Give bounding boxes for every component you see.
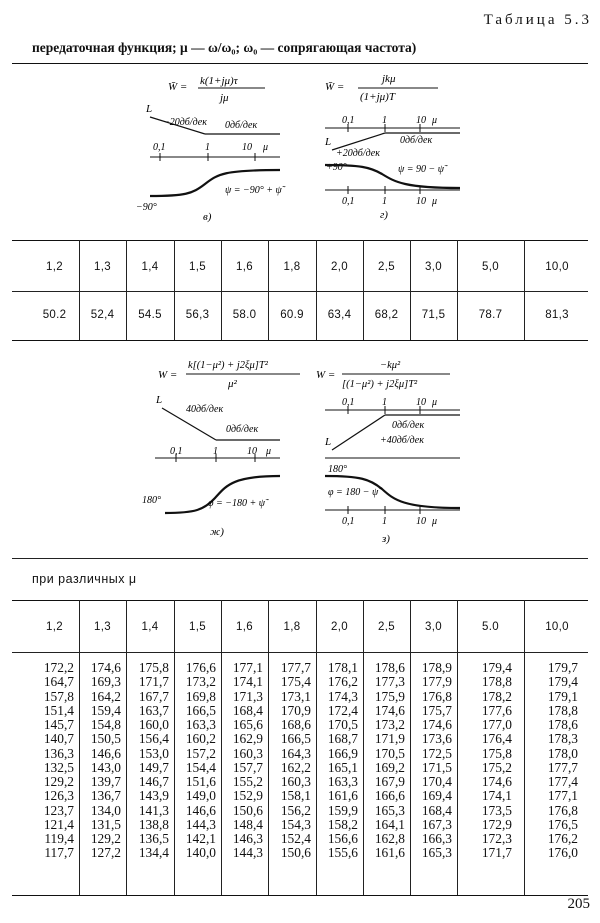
fig-z-tick-1: 1 bbox=[382, 397, 387, 408]
table2-cell: 165,3 bbox=[421, 845, 452, 861]
figure-g bbox=[324, 73, 460, 221]
fig-g-mu: μ bbox=[432, 115, 438, 126]
table2-cell: 140,7 bbox=[43, 731, 74, 747]
fig-v-tick-10: 10 bbox=[242, 142, 252, 153]
table2-cell: 166,3 bbox=[421, 831, 452, 846]
table2-cell: 170,5 bbox=[327, 717, 358, 732]
table2-cell: 139,7 bbox=[90, 774, 121, 789]
table2-cell: 176,2 bbox=[547, 831, 578, 846]
table2-column bbox=[271, 661, 311, 861]
table1-value-cell: 54.5 bbox=[138, 309, 162, 321]
figures-top bbox=[120, 70, 500, 235]
table2-cell: 159,4 bbox=[90, 702, 121, 718]
table2-cell: 159,9 bbox=[327, 802, 358, 818]
table2-cell: 143,0 bbox=[90, 759, 121, 775]
fig-v-mu: μ bbox=[263, 142, 269, 153]
table2-cell: 151,6 bbox=[185, 774, 216, 789]
fig-zh-slope-label: 40дб/дек bbox=[186, 404, 224, 415]
table2-cell: 178,0 bbox=[547, 745, 578, 761]
table2-cell: 168,4 bbox=[421, 802, 452, 818]
table2-cell: 144,3 bbox=[232, 845, 263, 861]
table2-cell: 156,2 bbox=[280, 802, 311, 818]
table2-cell: 165,6 bbox=[232, 717, 263, 732]
table2-cell: 148,4 bbox=[232, 816, 263, 832]
table2-cell: 178,2 bbox=[481, 688, 512, 704]
table2-cell: 119,4 bbox=[44, 831, 74, 846]
table2-cell: 178,1 bbox=[327, 660, 358, 675]
table2-mu-cell: 2,0 bbox=[331, 621, 348, 633]
figure-zh bbox=[142, 360, 300, 538]
fig-v-formula-top: k(1+jμ)τ bbox=[200, 75, 238, 87]
table2-cell: 143,9 bbox=[138, 788, 169, 804]
table2-cell: 178,8 bbox=[481, 674, 512, 690]
fig-z-phase-start: 180° bbox=[328, 464, 347, 475]
fig-zh-letter: ж) bbox=[210, 526, 224, 538]
table2-cell: 169,8 bbox=[185, 688, 216, 704]
table2-cell: 171,3 bbox=[232, 688, 263, 704]
table2-cell: 174,6 bbox=[421, 717, 452, 732]
table2-mu-cell: 1,4 bbox=[141, 621, 159, 633]
table2-cell: 155,6 bbox=[327, 845, 358, 861]
fig-z-tick-01b: 0,1 bbox=[342, 516, 355, 527]
table2-cell: 171,7 bbox=[138, 674, 169, 690]
table1-mu-cell: 2,0 bbox=[331, 261, 348, 273]
table2-cell: 172,2 bbox=[43, 660, 74, 675]
table2-column bbox=[81, 661, 121, 861]
table2-column bbox=[176, 661, 216, 861]
table2-cell: 134,4 bbox=[138, 845, 169, 861]
table2-cell: 168,4 bbox=[232, 702, 263, 718]
table2-cell: 150,6 bbox=[232, 802, 263, 818]
table2-cell: 155,2 bbox=[232, 774, 263, 789]
fig-z-formula-lhs: W = bbox=[316, 369, 336, 381]
fig-v-formula-bottom: jμ bbox=[220, 92, 229, 104]
fig-g-mub: μ bbox=[432, 196, 438, 207]
table2-cell: 175,8 bbox=[138, 660, 169, 675]
table2-cell: 163,7 bbox=[138, 702, 169, 718]
figures-mid bbox=[120, 348, 500, 553]
table1-value-cell: 52,4 bbox=[90, 309, 115, 321]
fig-zh-phase-start: 180° bbox=[142, 495, 161, 506]
table1-mid-rule bbox=[12, 291, 588, 292]
fig-v-slope-label: −20дб/дек bbox=[163, 117, 207, 128]
table2-cell: 123,7 bbox=[43, 802, 74, 818]
top-rule bbox=[12, 63, 588, 64]
table1-value-cell: 50.2 bbox=[42, 309, 67, 321]
fig-v-flat-label: 0дб/дек bbox=[225, 120, 258, 131]
table2-cell: 168,7 bbox=[327, 731, 358, 747]
table2-mu-cell: 5.0 bbox=[482, 621, 499, 633]
table2-cell: 178,8 bbox=[547, 702, 578, 718]
table2-cell: 170,9 bbox=[280, 702, 311, 718]
table2-cell: 176,0 bbox=[547, 845, 578, 861]
table2-bottom-rule bbox=[12, 895, 588, 896]
table2-cell: 145,7 bbox=[43, 717, 74, 732]
table1-mu-cell: 1,8 bbox=[283, 261, 301, 273]
table2-cell: 166,6 bbox=[374, 788, 405, 804]
fig-g-tick-1: 1 bbox=[382, 115, 387, 126]
table2-cell: 175,9 bbox=[374, 688, 405, 704]
table2-cell: 172,9 bbox=[481, 816, 512, 832]
table2-cell: 174,1 bbox=[481, 788, 512, 804]
table2-mu-cell: 1,2 bbox=[46, 621, 63, 633]
table2-cell: 152,4 bbox=[280, 831, 311, 846]
fig-z-tick-10b: 10 bbox=[416, 516, 426, 527]
table2-cell: 175,7 bbox=[421, 702, 452, 718]
table2-cell: 164,3 bbox=[280, 745, 311, 761]
table2-cell: 167,3 bbox=[421, 816, 452, 832]
table2-cell: 141,3 bbox=[138, 802, 169, 818]
table1-value-cell: 58.0 bbox=[232, 309, 257, 321]
table2-cell: 160,3 bbox=[280, 774, 311, 789]
fig-v-formula-lhs: W̄ = bbox=[168, 81, 188, 93]
table2-cell: 164,7 bbox=[43, 674, 74, 690]
table2-cell: 146,7 bbox=[138, 774, 169, 789]
fig-g-flat-label: 0дб/дек bbox=[400, 135, 433, 146]
table1-mu-cell: 1,4 bbox=[141, 261, 159, 273]
table2-cell: 129,2 bbox=[90, 831, 121, 846]
fig-z-tick-1b: 1 bbox=[382, 516, 387, 527]
table1-mu-cell: 3,0 bbox=[425, 261, 442, 273]
table2-column bbox=[223, 661, 263, 861]
fig-g-formula-top: jkμ bbox=[382, 73, 396, 85]
fig-g-slope-label: +20дб/дек bbox=[336, 148, 380, 159]
table2-mu-cell: 10,0 bbox=[545, 621, 569, 633]
table2-cell: 174,6 bbox=[374, 702, 405, 718]
table2-cell: 176,2 bbox=[327, 674, 358, 690]
table1-value-cell: 68,2 bbox=[374, 309, 399, 321]
table2-cell: 172,4 bbox=[327, 702, 358, 718]
table2-cell: 164,1 bbox=[374, 816, 405, 832]
table2-cell: 169,2 bbox=[374, 759, 405, 775]
table2-column bbox=[34, 661, 74, 861]
table2-cell: 170,5 bbox=[374, 745, 405, 761]
fig-z-slope-label: +40дб/дек bbox=[380, 435, 424, 446]
table2-cell: 179,4 bbox=[481, 660, 512, 675]
table2-cell: 149,0 bbox=[185, 788, 216, 804]
fig-v-tick-01: 0,1 bbox=[153, 142, 166, 153]
table2-cell: 172,3 bbox=[481, 831, 512, 846]
table1-mu-cell: 10,0 bbox=[545, 261, 569, 273]
table2-cell: 176,8 bbox=[421, 688, 452, 704]
table2-mu-cell: 1,6 bbox=[236, 621, 253, 633]
table2-cell: 177,7 bbox=[547, 759, 578, 775]
table2-cell: 178,9 bbox=[421, 660, 452, 675]
table2-cell: 167,7 bbox=[138, 688, 169, 704]
table2-cell: 173,6 bbox=[421, 731, 452, 747]
table2-cell: 136,3 bbox=[43, 745, 74, 761]
table2-cell: 177,9 bbox=[421, 674, 452, 690]
table2-cell: 166,5 bbox=[185, 702, 216, 718]
table2-cell: 146,6 bbox=[185, 802, 216, 818]
table2-cell: 136,7 bbox=[90, 788, 121, 804]
fig-v-phase-eq: ψ = −90° + ψ̃ bbox=[225, 185, 282, 196]
fig-z-tick-10: 10 bbox=[416, 397, 426, 408]
fig-g-tick-01: 0,1 bbox=[342, 115, 355, 126]
table2-cell: 150,5 bbox=[90, 731, 121, 747]
table2-cell: 176,6 bbox=[185, 660, 216, 675]
table1-value-cell: 71,5 bbox=[421, 309, 446, 321]
table2-cell: 132,5 bbox=[43, 759, 74, 775]
table2-cell: 178,6 bbox=[374, 660, 405, 675]
table2-cell: 179,4 bbox=[547, 674, 578, 690]
table2-cell: 179,7 bbox=[547, 660, 578, 675]
table2-cell: 162,8 bbox=[374, 831, 405, 846]
table1-top-rule bbox=[12, 240, 588, 241]
table2-cell: 178,3 bbox=[547, 731, 578, 747]
table2-column bbox=[365, 661, 405, 861]
table2-cell: 171,7 bbox=[481, 845, 512, 861]
fig-v-phase-start: −90° bbox=[136, 202, 157, 213]
fig-g-letter: г) bbox=[380, 209, 388, 221]
fig-z-tick-01: 0,1 bbox=[342, 397, 355, 408]
fig-g-tick-10b: 10 bbox=[416, 196, 426, 207]
table2-cell: 172,5 bbox=[421, 745, 452, 761]
table2-cell: 157,2 bbox=[185, 745, 216, 761]
table2-cell: 121,4 bbox=[43, 816, 74, 832]
fig-g-tick-1b: 1 bbox=[382, 196, 387, 207]
fig-z-letter: з) bbox=[382, 533, 390, 545]
table2-cell: 156,6 bbox=[327, 831, 358, 846]
table2-cell: 165,1 bbox=[327, 759, 358, 775]
table2-mu-cell: 1,8 bbox=[283, 621, 301, 633]
table2-cell: 127,2 bbox=[90, 845, 121, 861]
table2-cell: 157,8 bbox=[43, 688, 74, 704]
table2-cell: 168,6 bbox=[280, 717, 311, 732]
table1-bottom-rule bbox=[12, 340, 588, 341]
table2-column bbox=[129, 661, 169, 861]
table2-cell: 138,8 bbox=[138, 816, 169, 832]
table2-cell: 177,1 bbox=[547, 788, 578, 804]
table2-cell: 144,3 bbox=[185, 816, 216, 832]
table2-cell: 161,6 bbox=[374, 845, 405, 861]
fig-z-mub: μ bbox=[432, 516, 438, 527]
table2-cell: 176,8 bbox=[547, 802, 578, 818]
fig-zh-tick-01: 0,1 bbox=[170, 446, 183, 457]
fig-zh-formula-bottom: μ² bbox=[228, 378, 237, 390]
table2-cell: 134,0 bbox=[90, 802, 121, 818]
table1-value-cell: 56,3 bbox=[185, 309, 210, 321]
figures-bottom-rule bbox=[12, 558, 588, 559]
table2-cell: 126,3 bbox=[43, 788, 74, 804]
table2-cell: 169,3 bbox=[90, 674, 121, 690]
table1-value-cell: 60.9 bbox=[280, 309, 304, 321]
table2-cell: 158,2 bbox=[327, 816, 358, 832]
table2-cell: 154,3 bbox=[280, 816, 311, 832]
fig-zh-formula-lhs: W = bbox=[158, 369, 178, 381]
fig-zh-phase-eq: φ = −180 + ψ̃ bbox=[208, 498, 265, 509]
table-caption: передаточная функция; μ — ω/ω₀; ω₀ — сопрягающая частота) bbox=[32, 40, 417, 55]
table2-cell: 163,3 bbox=[185, 717, 216, 732]
fig-g-tick-10: 10 bbox=[416, 115, 426, 126]
fig-zh-tick-1: 1 bbox=[213, 446, 218, 457]
table2-cell: 177,3 bbox=[374, 674, 405, 690]
fig-z-mu: μ bbox=[432, 397, 438, 408]
table2-cell: 129,2 bbox=[43, 774, 74, 789]
fig-g-formula-bottom: (1+jμ)T bbox=[360, 91, 395, 103]
table2-mu-cell: 3,0 bbox=[425, 621, 442, 633]
table2-cell: 177,1 bbox=[232, 660, 263, 675]
table2-cell: 162,9 bbox=[232, 731, 263, 747]
section-note: при различных μ bbox=[32, 572, 137, 586]
table2-cell: 166,9 bbox=[327, 745, 358, 761]
table2-cell: 173,2 bbox=[185, 674, 216, 690]
table2-cell: 161,6 bbox=[327, 788, 358, 804]
table2-cell: 149,7 bbox=[138, 759, 169, 775]
table2-cell: 174,6 bbox=[481, 774, 512, 789]
fig-v-tick-1: 1 bbox=[205, 142, 210, 153]
fig-z-formula-top: −kμ² bbox=[380, 360, 401, 371]
table2-cell: 177,0 bbox=[481, 717, 512, 732]
table1-mu-cell: 1,5 bbox=[189, 261, 206, 273]
table1-mu-cell: 1,3 bbox=[94, 261, 111, 273]
table2-cell: 154,4 bbox=[185, 759, 216, 775]
table1-mu-cell: 1,6 bbox=[236, 261, 253, 273]
table2-cell: 165,3 bbox=[374, 802, 405, 818]
fig-g-tick-01b: 0,1 bbox=[342, 196, 355, 207]
table2-cell: 174,3 bbox=[327, 688, 358, 704]
fig-g-phase-eq: ψ = 90 − ψ̃ bbox=[398, 164, 444, 175]
table2-cell: 176,4 bbox=[481, 731, 512, 747]
table2-cell: 156,4 bbox=[138, 731, 169, 747]
table1-value-cell: 63,4 bbox=[327, 309, 352, 321]
table2-cell: 177,7 bbox=[280, 660, 311, 675]
table2-column bbox=[412, 661, 452, 861]
table2-cell: 173,5 bbox=[481, 802, 512, 818]
table2-cell: 175,8 bbox=[481, 745, 512, 761]
table2-cell: 164,2 bbox=[90, 688, 121, 704]
table2-mid-rule bbox=[12, 652, 588, 653]
table2-cell: 146,6 bbox=[90, 745, 121, 761]
table2-cell: 171,9 bbox=[374, 731, 405, 747]
fig-z-flat-label: 0дб/дек bbox=[392, 420, 425, 431]
table2-cell: 150,6 bbox=[280, 845, 311, 861]
fig-zh-label-l: L bbox=[156, 394, 163, 406]
fig-v-letter: в) bbox=[203, 211, 212, 223]
table1-mu-cell: 2,5 bbox=[378, 261, 395, 273]
table2-cell: 173,1 bbox=[280, 688, 311, 704]
table2-cell: 171,5 bbox=[421, 759, 452, 775]
table1-value-cell: 78.7 bbox=[478, 309, 503, 321]
table2-cell: 162,2 bbox=[280, 759, 311, 775]
fig-zh-formula-top: k[(1−μ²) + j2ξμ]T² bbox=[188, 360, 268, 371]
table2-cell: 160,3 bbox=[232, 745, 263, 761]
table2-cell: 154,8 bbox=[90, 717, 121, 732]
table2-cell: 179,1 bbox=[547, 688, 578, 704]
table2-column bbox=[318, 661, 358, 861]
table2-column bbox=[534, 661, 578, 861]
fig-zh-tick-10: 10 bbox=[247, 446, 257, 457]
fig-v-label-l: L bbox=[146, 103, 153, 115]
table2-cell: 166,5 bbox=[280, 731, 311, 747]
table2-cell: 178,6 bbox=[547, 717, 578, 732]
table2-cell: 160,2 bbox=[185, 731, 216, 747]
fig-z-phase-eq: φ = 180 − ψ̃ bbox=[328, 487, 379, 498]
table2-mu-cell: 1,5 bbox=[189, 621, 206, 633]
fig-zh-flat-label: 0дб/дек bbox=[226, 424, 259, 435]
table-label: Таблица 5.3 bbox=[483, 12, 592, 28]
table2-cell: 131,5 bbox=[90, 816, 121, 832]
table2-mu-cell: 1,3 bbox=[94, 621, 111, 633]
table2-cell: 176,5 bbox=[547, 816, 578, 832]
page-number: 205 bbox=[567, 896, 590, 912]
fig-g-phase-start: +90° bbox=[326, 162, 347, 173]
table2-cell: 175,4 bbox=[280, 674, 311, 690]
table2-cell: 173,2 bbox=[374, 717, 405, 732]
table2-cell: 174,6 bbox=[90, 660, 121, 675]
table2-cell: 177,4 bbox=[547, 774, 578, 789]
table2-cell: 146,3 bbox=[232, 831, 263, 846]
fig-g-formula-lhs: W̄ = bbox=[325, 81, 345, 93]
table2-cell: 163,3 bbox=[327, 774, 358, 789]
fig-z-label-l: L bbox=[325, 436, 332, 448]
table2-cell: 174,1 bbox=[232, 674, 263, 690]
table2-cell: 152,9 bbox=[232, 788, 263, 804]
fig-z-formula-bottom: [(1−μ²) + j2ξμ]T² bbox=[342, 379, 418, 390]
table2-cell: 175,2 bbox=[481, 759, 512, 775]
table2-cell: 170,4 bbox=[421, 774, 452, 789]
table2-cell: 177,6 bbox=[481, 702, 512, 718]
table1-mu-cell: 1,2 bbox=[46, 261, 63, 273]
table2-cell: 136,5 bbox=[138, 831, 169, 846]
table2-cell: 157,7 bbox=[232, 759, 263, 775]
table2-column bbox=[468, 661, 512, 861]
table2-mu-cell: 2,5 bbox=[378, 621, 395, 633]
table2-cell: 151,4 bbox=[43, 702, 74, 718]
figure-v bbox=[136, 75, 286, 223]
figure-z bbox=[316, 360, 460, 545]
table2-cell: 167,9 bbox=[374, 774, 405, 789]
table2-top-rule bbox=[12, 600, 588, 601]
table2-cell: 117,7 bbox=[44, 845, 74, 861]
table1-value-cell: 81,3 bbox=[545, 309, 569, 321]
table2-cell: 160,0 bbox=[138, 717, 169, 732]
table2-cell: 153,0 bbox=[138, 745, 169, 761]
table2-cell: 142,1 bbox=[185, 831, 216, 846]
fig-zh-mu: μ bbox=[266, 446, 272, 457]
table2-cell: 169,4 bbox=[421, 788, 452, 804]
table1-mu-cell: 5,0 bbox=[482, 261, 499, 273]
fig-g-label-l: L bbox=[325, 136, 332, 148]
table2-cell: 158,1 bbox=[280, 788, 311, 804]
table2-cell: 140,0 bbox=[185, 845, 216, 861]
